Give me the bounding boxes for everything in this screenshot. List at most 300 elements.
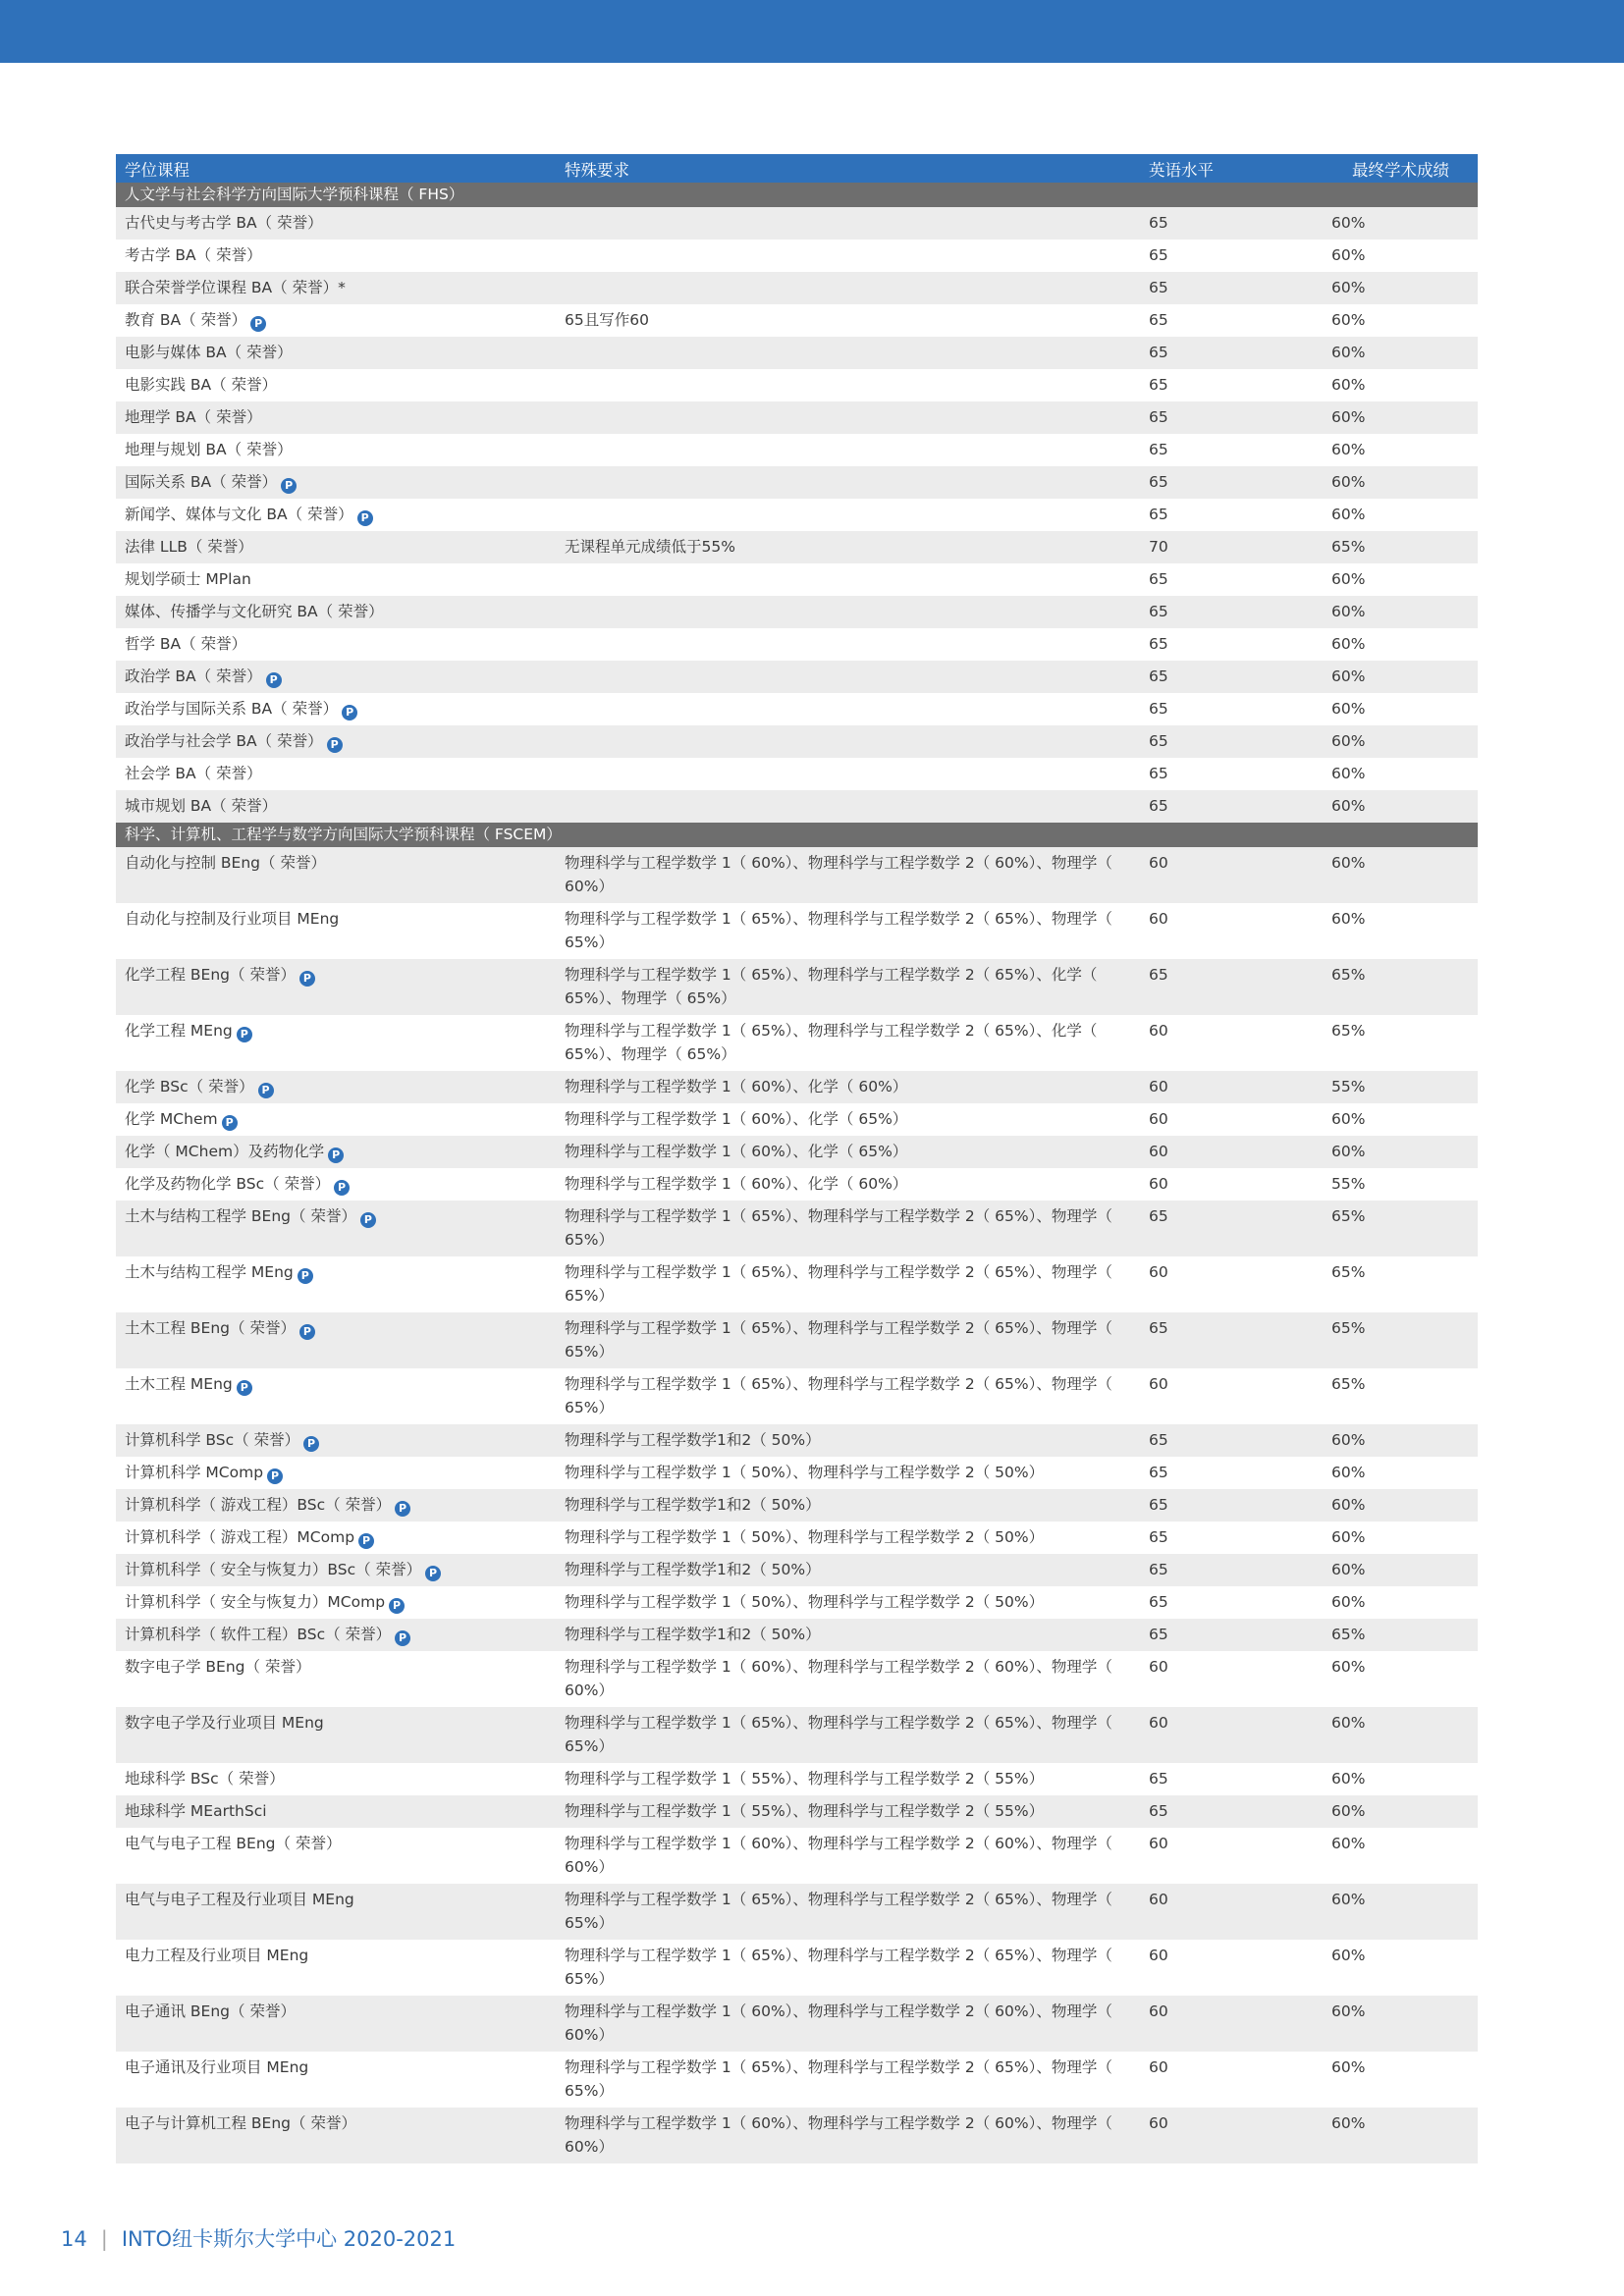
course-name: 计算机科学（ 安全与恢复力）BSc（ 荣誉） — [125, 1561, 422, 1578]
english-level: 60 — [1149, 1110, 1168, 1128]
table-header-row — [116, 154, 1478, 183]
english-level: 65 — [1149, 1626, 1168, 1643]
footer-title: INTO纽卡斯尔大学中心 2020-2021 — [121, 2227, 457, 2251]
special-requirement: 物理科学与工程学数学 1（ 65%）、物理科学与工程学数学 2（ 65%）、物理学（ 65%） — [565, 910, 1112, 951]
final-grade: 60% — [1331, 1802, 1366, 1820]
p-badge-icon: P — [250, 316, 266, 332]
final-grade-cell — [1323, 1619, 1478, 1651]
special-requirement-cell — [556, 1015, 1140, 1071]
english-level: 65 — [1149, 1207, 1168, 1225]
special-requirement: 物理科学与工程学数学 1（ 65%）、物理科学与工程学数学 2（ 65%）、物理学（ 65%） — [565, 1319, 1112, 1361]
final-grade: 60% — [1331, 1714, 1366, 1732]
special-requirement-cell — [556, 1996, 1140, 2052]
final-grade-cell — [1323, 499, 1478, 531]
course-name-cell — [116, 1940, 556, 1996]
course-name: 自动化与控制 BEng（ 荣誉） — [125, 854, 326, 872]
course-name-cell — [116, 1312, 556, 1368]
p-badge-icon: P — [395, 1501, 410, 1517]
top-banner — [0, 0, 1624, 63]
course-name: 城市规划 BA（ 荣誉） — [125, 797, 278, 815]
english-level: 60 — [1149, 1263, 1168, 1281]
final-grade-cell — [1323, 1071, 1478, 1103]
course-name: 化学（ MChem）及药物化学 — [125, 1143, 325, 1160]
course-name-cell — [116, 1256, 556, 1312]
english-level: 65 — [1149, 311, 1168, 329]
english-level: 65 — [1149, 1593, 1168, 1611]
course-name-cell — [116, 1136, 556, 1168]
special-requirement: 物理科学与工程学数学 1（ 50%）、物理科学与工程学数学 2（ 50%） — [565, 1464, 1045, 1481]
table-body — [116, 183, 1478, 2163]
course-name-cell — [116, 1707, 556, 1763]
special-requirement: 物理科学与工程学数学 1（ 55%）、物理科学与工程学数学 2（ 55%） — [565, 1802, 1045, 1820]
english-level: 60 — [1149, 1835, 1168, 1852]
final-grade: 65% — [1331, 1022, 1366, 1040]
table-row — [116, 2052, 1478, 2108]
section-title: 人文学与社会科学方向国际大学预科课程（ FHS） — [116, 183, 1478, 207]
final-grade: 60% — [1331, 1561, 1366, 1578]
english-level-cell — [1140, 1884, 1323, 1940]
course-name-cell — [116, 1884, 556, 1940]
english-level-cell — [1140, 1136, 1323, 1168]
table-row — [116, 1651, 1478, 1707]
table-row — [116, 272, 1478, 304]
final-grade-cell — [1323, 628, 1478, 661]
p-badge-icon: P — [303, 1436, 319, 1452]
table-row — [116, 1884, 1478, 1940]
english-level: 65 — [1149, 1561, 1168, 1578]
table-row — [116, 466, 1478, 499]
table-row — [116, 1103, 1478, 1136]
course-name-cell — [116, 1489, 556, 1522]
course-name: 电气与电子工程 BEng（ 荣誉） — [125, 1835, 342, 1852]
final-grade: 65% — [1331, 1319, 1366, 1337]
course-name-cell — [116, 1071, 556, 1103]
course-name-cell — [116, 1457, 556, 1489]
english-level: 60 — [1149, 1947, 1168, 1964]
english-level-cell — [1140, 1795, 1323, 1828]
special-requirement: 物理科学与工程学数学 1（ 65%）、物理科学与工程学数学 2（ 65%）、物理学（ 65%） — [565, 1263, 1112, 1305]
special-requirement-cell — [556, 1071, 1140, 1103]
final-grade-cell — [1323, 1201, 1478, 1256]
english-level-cell — [1140, 959, 1323, 1015]
english-level-cell — [1140, 369, 1323, 401]
english-level: 65 — [1149, 570, 1168, 588]
course-name: 计算机科学 MComp — [125, 1464, 264, 1481]
table-row — [116, 1015, 1478, 1071]
english-level: 65 — [1149, 506, 1168, 523]
special-requirement: 物理科学与工程学数学 1（ 50%）、物理科学与工程学数学 2（ 50%） — [565, 1528, 1045, 1546]
course-name: 教育 BA（ 荣誉） — [125, 311, 247, 329]
final-grade: 60% — [1331, 1658, 1366, 1676]
special-requirement: 物理科学与工程学数学 1（ 60%）、化学（ 60%） — [565, 1078, 908, 1095]
english-level-cell — [1140, 1424, 1323, 1457]
special-requirement-cell — [556, 959, 1140, 1015]
special-requirement-cell — [556, 1940, 1140, 1996]
special-requirement-cell — [556, 1707, 1140, 1763]
course-name: 联合荣誉学位课程 BA（ 荣誉）* — [125, 279, 346, 296]
course-name: 社会学 BA（ 荣誉） — [125, 765, 262, 782]
final-grade-cell — [1323, 1103, 1478, 1136]
final-grade-cell — [1323, 563, 1478, 596]
special-requirement-cell — [556, 1168, 1140, 1201]
english-level-cell — [1140, 1996, 1323, 2052]
english-level-cell — [1140, 1071, 1323, 1103]
p-badge-icon: P — [237, 1027, 252, 1042]
special-requirement: 物理科学与工程学数学 1（ 60%）、物理科学与工程学数学 2（ 60%）、物理学（ 60%） — [565, 1658, 1112, 1699]
special-requirement: 物理科学与工程学数学1和2（ 50%） — [565, 1561, 821, 1578]
table-row — [116, 2108, 1478, 2163]
english-level-cell — [1140, 304, 1323, 337]
final-grade: 60% — [1331, 1528, 1366, 1546]
course-name-cell — [116, 1522, 556, 1554]
english-level-cell — [1140, 758, 1323, 790]
course-name: 数字电子学及行业项目 MEng — [125, 1714, 324, 1732]
special-requirement-cell — [556, 272, 1140, 304]
special-requirement-cell — [556, 1489, 1140, 1522]
final-grade-cell — [1323, 790, 1478, 823]
special-requirement: 物理科学与工程学数学1和2（ 50%） — [565, 1431, 821, 1449]
course-name-cell — [116, 1015, 556, 1071]
course-name-cell — [116, 790, 556, 823]
header-english-level: 英语水平 — [1140, 154, 1323, 183]
course-name: 古代史与考古学 BA（ 荣誉） — [125, 214, 323, 232]
english-level: 65 — [1149, 635, 1168, 653]
special-requirement-cell — [556, 337, 1140, 369]
final-grade-cell — [1323, 1940, 1478, 1996]
english-level-cell — [1140, 693, 1323, 725]
english-level: 65 — [1149, 667, 1168, 685]
special-requirement-cell — [556, 847, 1140, 903]
p-badge-icon: P — [299, 1324, 315, 1340]
english-level: 60 — [1149, 2002, 1168, 2020]
final-grade-cell — [1323, 1884, 1478, 1940]
table-row — [116, 337, 1478, 369]
english-level-cell — [1140, 434, 1323, 466]
course-name: 政治学与社会学 BA（ 荣誉） — [125, 732, 323, 750]
final-grade-cell — [1323, 661, 1478, 693]
section-title: 科学、计算机、工程学与数学方向国际大学预科课程（ FSCEM） — [116, 823, 1478, 847]
course-name: 化学 BSc（ 荣誉） — [125, 1078, 254, 1095]
final-grade: 65% — [1331, 966, 1366, 984]
final-grade-cell — [1323, 2108, 1478, 2163]
english-level: 65 — [1149, 344, 1168, 361]
special-requirement-cell — [556, 466, 1140, 499]
special-requirement-cell — [556, 628, 1140, 661]
english-level: 70 — [1149, 538, 1168, 556]
course-name-cell — [116, 272, 556, 304]
final-grade-cell — [1323, 758, 1478, 790]
final-grade-cell — [1323, 304, 1478, 337]
course-name-cell — [116, 1795, 556, 1828]
english-level-cell — [1140, 1201, 1323, 1256]
table-row — [116, 1201, 1478, 1256]
english-level-cell — [1140, 790, 1323, 823]
course-name: 电影与媒体 BA（ 荣誉） — [125, 344, 293, 361]
special-requirement-cell — [556, 1586, 1140, 1619]
english-level: 65 — [1149, 1770, 1168, 1788]
final-grade: 55% — [1331, 1078, 1366, 1095]
english-level-cell — [1140, 499, 1323, 531]
final-grade: 60% — [1331, 1947, 1366, 1964]
table-row — [116, 1996, 1478, 2052]
table-row — [116, 563, 1478, 596]
table-row — [116, 1554, 1478, 1586]
english-level-cell — [1140, 1015, 1323, 1071]
special-requirement-cell — [556, 1522, 1140, 1554]
final-grade: 60% — [1331, 854, 1366, 872]
english-level-cell — [1140, 337, 1323, 369]
final-grade-cell — [1323, 1256, 1478, 1312]
p-badge-icon: P — [358, 1533, 374, 1549]
english-level-cell — [1140, 272, 1323, 304]
course-name-cell — [116, 959, 556, 1015]
final-grade-cell — [1323, 369, 1478, 401]
final-grade: 65% — [1331, 1626, 1366, 1643]
final-grade: 60% — [1331, 311, 1366, 329]
course-name-cell — [116, 369, 556, 401]
table-row — [116, 758, 1478, 790]
course-name: 考古学 BA（ 荣誉） — [125, 246, 262, 264]
p-badge-icon: P — [334, 1180, 350, 1196]
english-level: 60 — [1149, 2058, 1168, 2076]
p-badge-icon: P — [267, 1468, 283, 1484]
course-name-cell — [116, 596, 556, 628]
special-requirement-cell — [556, 1763, 1140, 1795]
special-requirement-cell — [556, 240, 1140, 272]
final-grade-cell — [1323, 959, 1478, 1015]
p-badge-icon: P — [360, 1212, 376, 1228]
final-grade: 60% — [1331, 797, 1366, 815]
special-requirement-cell — [556, 531, 1140, 563]
special-requirement: 物理科学与工程学数学 1（ 65%）、物理科学与工程学数学 2（ 65%）、物理学（ 65%） — [565, 1375, 1112, 1416]
p-badge-icon: P — [389, 1598, 405, 1614]
section-header-row — [116, 823, 1478, 847]
final-grade: 60% — [1331, 700, 1366, 718]
p-badge-icon: P — [222, 1115, 238, 1131]
special-requirement-cell — [556, 725, 1140, 758]
english-level-cell — [1140, 1522, 1323, 1554]
table-row — [116, 1457, 1478, 1489]
final-grade-cell — [1323, 2052, 1478, 2108]
special-requirement: 物理科学与工程学数学 1（ 60%）、物理科学与工程学数学 2（ 60%）、物理学（ 60%） — [565, 1835, 1112, 1876]
page-footer — [61, 2223, 456, 2253]
english-level-cell — [1140, 1489, 1323, 1522]
english-level: 65 — [1149, 1802, 1168, 1820]
p-badge-icon: P — [357, 510, 373, 526]
table-row — [116, 1707, 1478, 1763]
english-level-cell — [1140, 401, 1323, 434]
english-level: 60 — [1149, 1078, 1168, 1095]
final-grade: 60% — [1331, 1496, 1366, 1514]
final-grade-cell — [1323, 466, 1478, 499]
final-grade: 60% — [1331, 1593, 1366, 1611]
special-requirement: 物理科学与工程学数学 1（ 65%）、物理科学与工程学数学 2（ 65%）、化学（ 65%）、物理学（ 65%） — [565, 1022, 1098, 1063]
english-level-cell — [1140, 847, 1323, 903]
english-level: 65 — [1149, 765, 1168, 782]
special-requirement: 物理科学与工程学数学1和2（ 50%） — [565, 1496, 821, 1514]
special-requirement: 65且写作60 — [565, 311, 649, 329]
special-requirement-cell — [556, 596, 1140, 628]
special-requirement-cell — [556, 1828, 1140, 1884]
course-name: 计算机科学（ 游戏工程）MComp — [125, 1528, 355, 1546]
english-level-cell — [1140, 903, 1323, 959]
final-grade-cell — [1323, 1651, 1478, 1707]
english-level-cell — [1140, 2052, 1323, 2108]
final-grade-cell — [1323, 1312, 1478, 1368]
table-row — [116, 1522, 1478, 1554]
final-grade: 60% — [1331, 667, 1366, 685]
special-requirement-cell — [556, 1256, 1140, 1312]
table-row — [116, 661, 1478, 693]
english-level: 60 — [1149, 1375, 1168, 1393]
table-row — [116, 847, 1478, 903]
english-level: 60 — [1149, 1022, 1168, 1040]
course-name-cell — [116, 499, 556, 531]
course-name-cell — [116, 1368, 556, 1424]
english-level-cell — [1140, 1940, 1323, 1996]
special-requirement: 物理科学与工程学数学 1（ 50%）、物理科学与工程学数学 2（ 50%） — [565, 1593, 1045, 1611]
english-level: 65 — [1149, 966, 1168, 984]
table-row — [116, 1256, 1478, 1312]
english-level-cell — [1140, 628, 1323, 661]
special-requirement-cell — [556, 1103, 1140, 1136]
special-requirement-cell — [556, 1795, 1140, 1828]
english-level-cell — [1140, 661, 1323, 693]
course-requirements-table — [116, 154, 1478, 2163]
english-level-cell — [1140, 2108, 1323, 2163]
course-name-cell — [116, 1103, 556, 1136]
page-number: 14 — [61, 2227, 87, 2251]
english-level: 60 — [1149, 910, 1168, 928]
english-level-cell — [1140, 725, 1323, 758]
header-final-grade: 最终学术成绩 — [1323, 154, 1478, 183]
final-grade: 60% — [1331, 1143, 1366, 1160]
table-row — [116, 1424, 1478, 1457]
english-level-cell — [1140, 1554, 1323, 1586]
table-row — [116, 1940, 1478, 1996]
final-grade: 60% — [1331, 1464, 1366, 1481]
special-requirement: 物理科学与工程学数学 1（ 65%）、物理科学与工程学数学 2（ 65%）、物理学（ 65%） — [565, 1891, 1112, 1932]
english-level-cell — [1140, 1368, 1323, 1424]
english-level: 65 — [1149, 1431, 1168, 1449]
final-grade: 60% — [1331, 473, 1366, 491]
course-name: 土木与结构工程学 MEng — [125, 1263, 294, 1281]
course-name: 地球科学 BSc（ 荣誉） — [125, 1770, 285, 1788]
final-grade-cell — [1323, 401, 1478, 434]
course-name: 规划学硕士 MPlan — [125, 570, 251, 588]
english-level-cell — [1140, 563, 1323, 596]
course-name-cell — [116, 2108, 556, 2163]
course-name-cell — [116, 466, 556, 499]
course-name: 自动化与控制及行业项目 MEng — [125, 910, 340, 928]
final-grade: 60% — [1331, 1891, 1366, 1908]
english-level-cell — [1140, 1828, 1323, 1884]
footer-separator: | — [100, 2227, 108, 2251]
final-grade: 65% — [1331, 1375, 1366, 1393]
special-requirement-cell — [556, 2108, 1140, 2163]
course-name: 地球科学 MEarthSci — [125, 1802, 267, 1820]
course-name-cell — [116, 1554, 556, 1586]
final-grade-cell — [1323, 847, 1478, 903]
table-row — [116, 369, 1478, 401]
special-requirement: 物理科学与工程学数学1和2（ 50%） — [565, 1626, 821, 1643]
special-requirement: 物理科学与工程学数学 1（ 60%）、物理科学与工程学数学 2（ 60%）、物理学（ 60%） — [565, 2002, 1112, 2044]
final-grade-cell — [1323, 1424, 1478, 1457]
english-level-cell — [1140, 1619, 1323, 1651]
english-level: 60 — [1149, 1143, 1168, 1160]
english-level-cell — [1140, 1103, 1323, 1136]
english-level: 65 — [1149, 1464, 1168, 1481]
final-grade-cell — [1323, 240, 1478, 272]
table-row — [116, 1489, 1478, 1522]
final-grade-cell — [1323, 1828, 1478, 1884]
table-row — [116, 1828, 1478, 1884]
special-requirement-cell — [556, 1368, 1140, 1424]
course-name: 政治学 BA（ 荣誉） — [125, 667, 262, 685]
p-badge-icon: P — [237, 1380, 252, 1396]
english-level-cell — [1140, 596, 1323, 628]
p-badge-icon: P — [299, 971, 315, 987]
english-level: 65 — [1149, 1496, 1168, 1514]
english-level-cell — [1140, 1256, 1323, 1312]
course-name: 化学工程 MEng — [125, 1022, 233, 1040]
english-level-cell — [1140, 1651, 1323, 1707]
course-name: 哲学 BA（ 荣誉） — [125, 635, 247, 653]
english-level-cell — [1140, 207, 1323, 240]
special-requirement-cell — [556, 207, 1140, 240]
course-name-cell — [116, 1424, 556, 1457]
special-requirement-cell — [556, 1884, 1140, 1940]
special-requirement: 物理科学与工程学数学 1（ 65%）、物理科学与工程学数学 2（ 65%）、物理学（ 65%） — [565, 1714, 1112, 1755]
table-row — [116, 240, 1478, 272]
final-grade: 65% — [1331, 1263, 1366, 1281]
final-grade: 60% — [1331, 1835, 1366, 1852]
course-name-cell — [116, 1619, 556, 1651]
table-row — [116, 1136, 1478, 1168]
special-requirement-cell — [556, 790, 1140, 823]
course-name: 化学工程 BEng（ 荣誉） — [125, 966, 296, 984]
header-special-requirements: 特殊要求 — [556, 154, 1140, 183]
table-row — [116, 1071, 1478, 1103]
english-level: 65 — [1149, 603, 1168, 620]
course-name: 土木与结构工程学 BEng（ 荣誉） — [125, 1207, 356, 1225]
course-name-cell — [116, 401, 556, 434]
special-requirement: 物理科学与工程学数学 1（ 65%）、物理科学与工程学数学 2（ 65%）、物理学（ 65%） — [565, 2058, 1112, 2100]
course-name: 国际关系 BA（ 荣誉） — [125, 473, 278, 491]
final-grade: 60% — [1331, 2002, 1366, 2020]
table-row — [116, 1795, 1478, 1828]
p-badge-icon: P — [266, 672, 282, 688]
course-name-cell — [116, 434, 556, 466]
course-name: 化学及药物化学 BSc（ 荣誉） — [125, 1175, 331, 1193]
english-level-cell — [1140, 1586, 1323, 1619]
final-grade: 60% — [1331, 246, 1366, 264]
final-grade: 60% — [1331, 214, 1366, 232]
special-requirement-cell — [556, 1651, 1140, 1707]
special-requirement-cell — [556, 1312, 1140, 1368]
table-row — [116, 1586, 1478, 1619]
english-level: 65 — [1149, 441, 1168, 458]
english-level-cell — [1140, 1707, 1323, 1763]
english-level: 65 — [1149, 1319, 1168, 1337]
p-badge-icon: P — [328, 1148, 344, 1163]
course-name: 电影实践 BA（ 荣誉） — [125, 376, 278, 394]
final-grade: 60% — [1331, 376, 1366, 394]
final-grade: 60% — [1331, 506, 1366, 523]
course-name-cell — [116, 1201, 556, 1256]
course-name: 电气与电子工程及行业项目 MEng — [125, 1891, 354, 1908]
final-grade-cell — [1323, 693, 1478, 725]
